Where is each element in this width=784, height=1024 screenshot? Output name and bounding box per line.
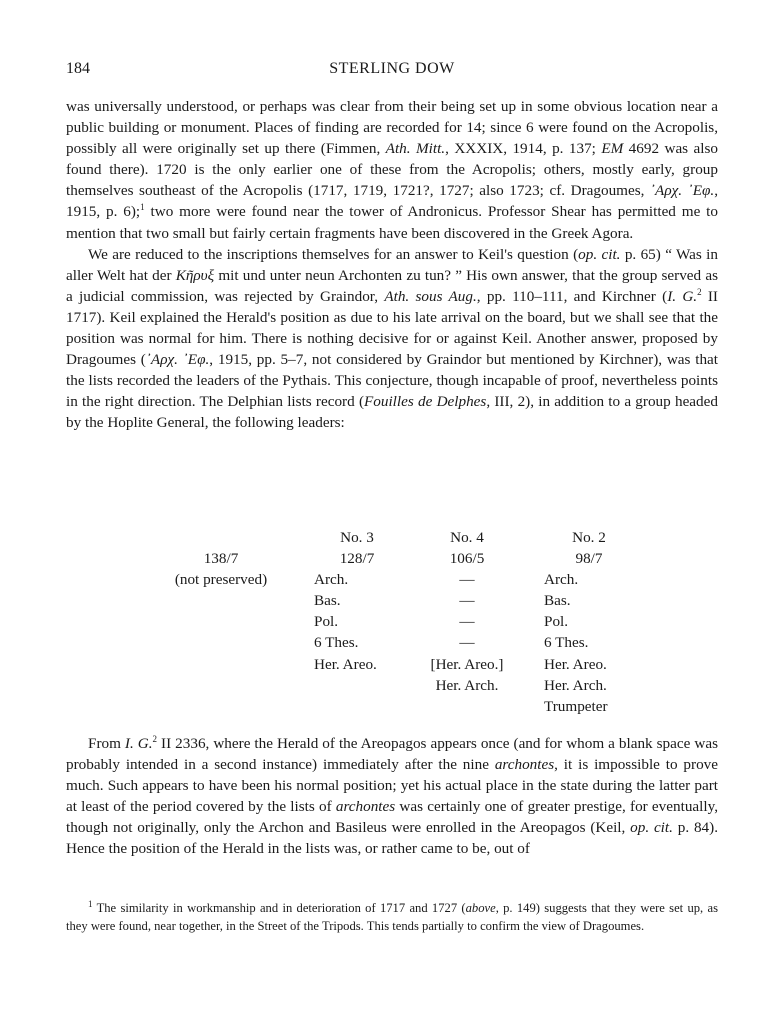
text-run: , p. 149) suggests that they were set up, as they were found, near together, in the Street of the Tripods. This tends partially to confirm the view of Dragoumes.: [66, 901, 718, 933]
table-cell: Her. Arch.: [544, 676, 607, 694]
citation-italic: I. G.: [124, 735, 153, 752]
citation-italic: EM: [601, 140, 624, 158]
table-cell-year: 106/5: [449, 550, 485, 568]
citation-italic: op. cit.: [630, 819, 673, 837]
table-cell: Pol.: [314, 613, 339, 631]
text-run: II 1717). Keil explained the Herald's position as due to his late arrival on the board, but we shall see that the position was normal for him. There is nothing decisive for or against Keil. Another answer, proposed by Dragoumes (: [66, 287, 718, 369]
text-run: was universally understood, or perhaps was clear from their being set up in some obvious location near a public building or monument. Places of finding are recorded for 14; since 6 were found on the Acropolis, possibly all were originally set up there (Fimmen,: [66, 98, 718, 158]
main-text-continued: [66, 733, 718, 860]
table-column-no-3: [314, 527, 400, 675]
table-cell: 6 Thes.: [314, 634, 359, 652]
table-column-no-2: [544, 527, 634, 717]
footnote-marker: 1: [88, 898, 93, 909]
table-cell: Bas.: [314, 592, 341, 610]
citation-italic: I. G.: [667, 287, 698, 305]
footnote-ref: 1: [140, 202, 145, 213]
text-run: 4692 was also found there). 1720 is the only earlier one of these from the Acropolis; others, mostly early, group themselves southeast of the Acropolis (1717, 1719, 1721?, 1727; also 1723; cf. Dragoumes,: [66, 140, 718, 200]
text-run: , XXXIX, 1914, p. 137;: [445, 140, 602, 158]
citation-italic: Ath. sous Aug.: [384, 287, 477, 305]
main-text: [66, 96, 718, 434]
table-cell: Arch.: [314, 571, 349, 589]
text-run: , pp. 110–111, and Kirchner (: [476, 287, 668, 305]
citation-italic: Fouilles de Delphes: [364, 393, 487, 411]
text-run: mit und unter neun Archonten zu tun? ” His own answer, that the group served as a judicial commission, was rejected by Graindor,: [66, 266, 718, 305]
text-run: was certainly one of greater prestige, for eventually, though not originally, only the Archon and Basileus were enrolled in the Areopagos (Keil,: [66, 798, 718, 837]
citation-italic: ᾿Αρχ. ᾿Εφ.: [650, 182, 715, 200]
table-cell: —: [459, 571, 475, 589]
table-cell: Bas.: [544, 592, 571, 610]
greek-word: Κῆρυξ: [175, 266, 215, 284]
text-run: p. 84). Hence the position of the Herald in the lists was, or rather came to be, out of: [66, 819, 718, 858]
table-cell: —: [459, 613, 475, 631]
text-run: , III, 2), in addition to a group headed by the Hoplite General, the following leaders:: [66, 393, 718, 432]
table-cell: [Her. Areo.]: [430, 655, 504, 673]
text-run: , 1915, p. 6);: [66, 182, 718, 221]
page-number: 184: [66, 60, 90, 77]
table-cell: [140, 527, 302, 548]
citation-italic: ᾿Αρχ. ᾿Εφ.: [145, 351, 210, 369]
citation-italic: Ath. Mitt.: [385, 140, 446, 158]
table-cell: 6 Thes.: [544, 634, 589, 652]
table-cell: Her. Arch.: [435, 676, 499, 694]
table-cell: Pol.: [544, 613, 569, 631]
footnote-1: [66, 900, 718, 935]
table-header: No. 3: [340, 529, 374, 546]
table-column-no-4: [420, 527, 514, 696]
table-cell: Trumpeter: [544, 697, 608, 715]
term-italic: archontes: [335, 798, 396, 816]
table-cell: Arch.: [544, 571, 579, 589]
paragraph-1: [66, 96, 718, 244]
table-header: No. 4: [450, 529, 484, 546]
table-cell-year: 128/7: [339, 550, 375, 568]
text-run: From: [88, 735, 125, 752]
table-cell-year: 98/7: [575, 550, 603, 568]
table-cell-year: 138/7: [203, 550, 239, 568]
table-cell: Her. Areo.: [314, 655, 377, 673]
paragraph-3: [66, 733, 718, 860]
superscript: 2: [152, 733, 158, 744]
superscript: 2: [697, 286, 702, 297]
table-cell: (not preserved): [174, 571, 268, 589]
paragraph-2: [66, 244, 718, 434]
table-column-138-7: [140, 527, 302, 590]
text-run: , it is impossible to prove much. Such appears to have been his normal position; yet his actual place in the state during the latter part at least of the period covered by the lists of: [66, 756, 719, 816]
term-italic: above: [465, 901, 496, 915]
running-head: STERLING DOW: [329, 60, 455, 77]
citation-italic: op. cit.: [578, 245, 621, 263]
text-run: The similarity in workmanship and in deterioration of 1717 and 1727 (: [92, 901, 466, 915]
table-cell: —: [459, 634, 475, 652]
term-italic: archontes: [494, 756, 555, 774]
table-cell: —: [459, 592, 475, 610]
footnote: [66, 900, 718, 935]
table-header: No. 2: [572, 529, 606, 546]
text-run: , 1915, pp. 5–7, not considered by Graindor but mentioned by Kirchner), was that the lists recorded the leaders of the Pythais. This conjecture, though incapable of proof, nevertheless points in the right direction. The Delphian lists record (: [66, 351, 719, 411]
text-run: p. 65) “ Was in aller Welt hat der: [66, 245, 718, 284]
table-cell: Her. Areo.: [544, 655, 607, 673]
text-run: II 2336, where the Herald of the Areopagos appears once (and for whom a blank space was probably intended in a second instance) immediately after the nine: [66, 735, 718, 774]
text-run: two more were found near the tower of Andronicus. Professor Shear has permitted me to mention that two small but fairly certain fragments have been discovered in the Greek Agora.: [66, 203, 718, 242]
text-run: We are reduced to the inscriptions themselves for an answer to Keil's question (: [88, 245, 579, 263]
